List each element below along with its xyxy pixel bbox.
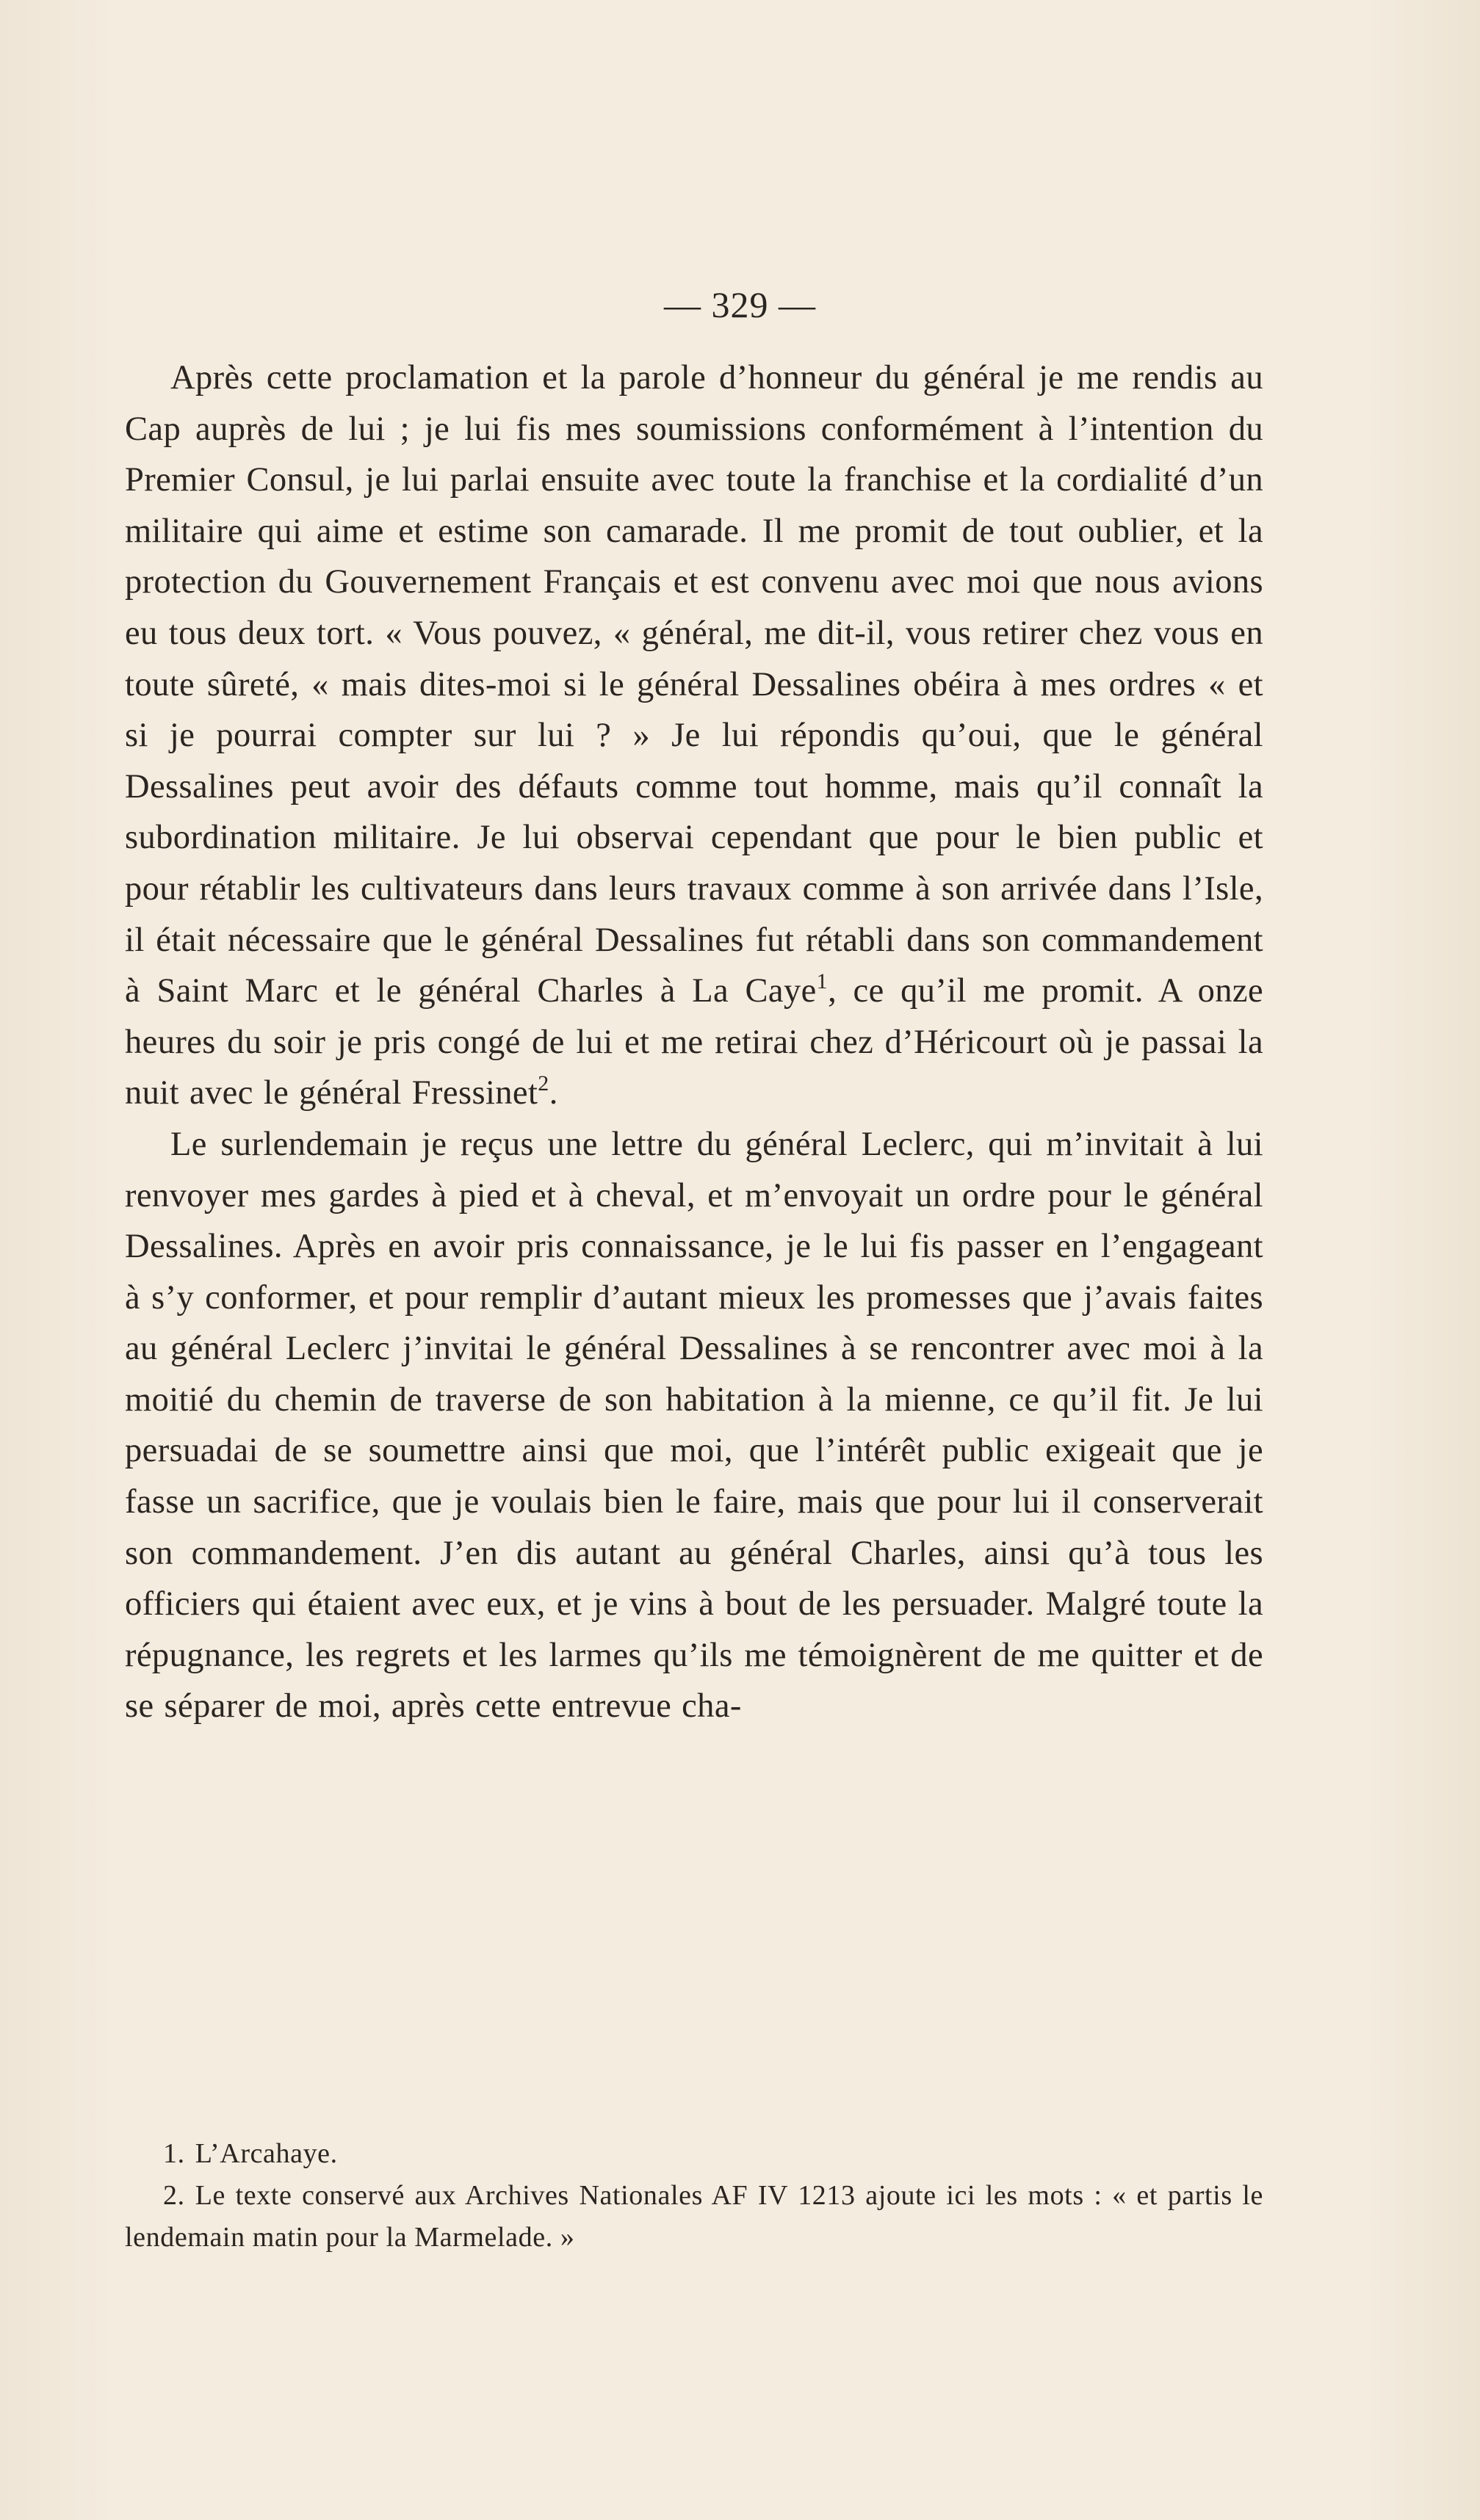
footnote-ref-1: 1 bbox=[816, 969, 829, 994]
footnote-2-text: Le texte conservé aux Archives Nationales AF IV 1213 ajoute ici les mots : « et partis le lendemain matin pour la Marmelade. » bbox=[125, 2180, 1263, 2253]
page-number: — 329 — bbox=[664, 284, 816, 325]
footnote-1 bbox=[125, 2133, 1263, 2175]
footnotes bbox=[125, 2133, 1263, 2259]
footnote-2-number: 2. bbox=[163, 2180, 185, 2211]
footnote-2 bbox=[125, 2175, 1263, 2259]
footnote-1-number: 1. bbox=[163, 2138, 185, 2169]
paragraph-2: Le surlendemain je reçus une lettre du général Leclerc, qui m’invitait à lui renvoyer mes gardes à pied et à cheval, et m’envoyait un ordre pour le général Dessalines. Après en avoir pris connaissance, je le lui fis passer en l’engageant à s’y conformer, et pour remplir d’autant mieux les promesses que j’avais faites au général Leclerc j’invitai le général Dessalines à se rencontrer avec moi à la moitié du chemin de traverse de son habitation à la mienne, ce qu’il fit. Je lui persuadai de se soumettre ainsi que moi, que l’intérêt public exigeait que je fasse un sacrifice, que je voulais bien le faire, mais que pour lui il conserverait son commandement. J’en dis autant au général Charles, ainsi qu’à tous les officiers qui étaient avec eux, et je vins à bout de les persuader. Malgré toute la répugnance, les regrets et les larmes qu’ils me témoignèrent de me quitter et de se séparer de moi, après cette entrevue cha- bbox=[125, 1125, 1263, 1726]
paragraph-1-text-c: . bbox=[549, 1074, 558, 1112]
footnote-ref-2: 2 bbox=[538, 1071, 549, 1096]
paragraph-1-text-b: , ce qu’il me promit. A onze heures du soir je pris congé de lui et me retirai chez d’Héricourt où je passai la nuit avec le général Fressinet bbox=[125, 972, 1263, 1112]
paragraph-1 bbox=[125, 352, 1263, 1119]
paragraph-1-text-a: Après cette proclamation et la parole d’honneur du général je me rendis au Cap auprès de lui ; je lui fis mes soumissions conformément à l’intention du Premier Consul, je lui parlai ensuite avec toute la franchise et la cordialité d’un militaire qui aime et estime son camarade. Il me promit de tout oublier, et la protection du Gouvernement Français et est convenu avec moi que nous avions eu tous deux tort. « Vous pouvez, « général, me dit-il, vous retirer chez vous en toute sûreté, « mais dites-moi si le général Dessalines obéira à mes ordres « et si je pourrai compter sur lui ? » Je lui répondis qu’oui, que le général Dessalines peut avoir des défauts comme tout homme, mais qu’il connaît la subordination militaire. Je lui observai cependant que pour le bien public et pour rétablir les cultivateurs dans leurs travaux comme à son arrivée dans l’Isle, il était nécessaire que le général Dessalines fut rétabli dans son commandement à Saint Marc et le général Charles à La Caye bbox=[125, 359, 1263, 1010]
footnote-1-text: L’Arcahaye. bbox=[195, 2138, 338, 2169]
body-text bbox=[125, 352, 1263, 1732]
